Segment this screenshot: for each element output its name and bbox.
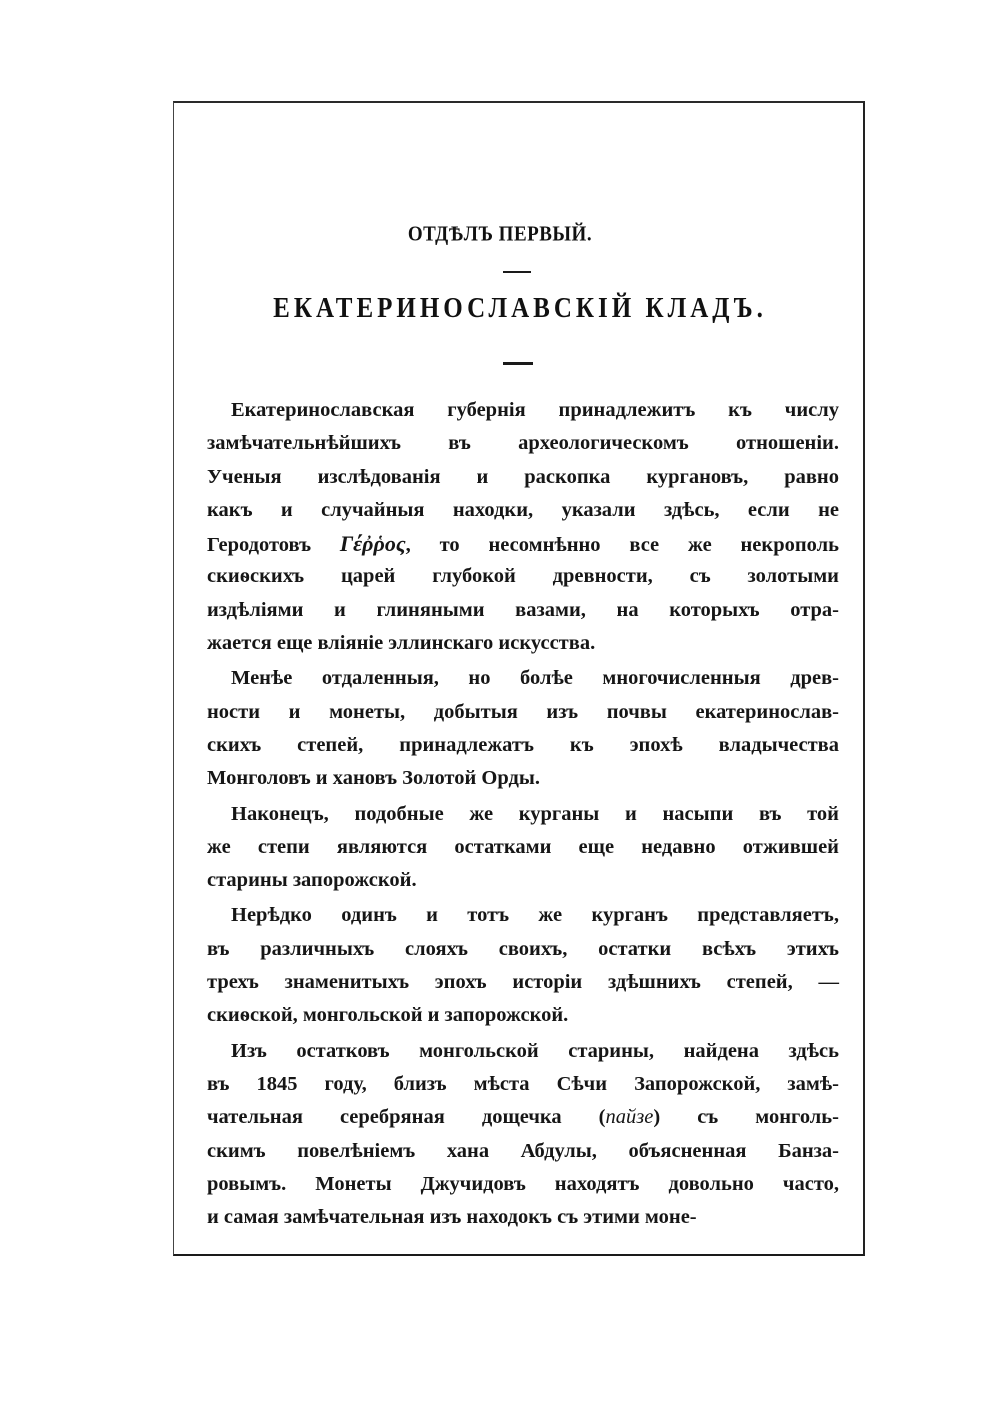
text-line: Монголовъ и хановъ Золотой Орды. [207,767,540,790]
text-line: Изъ остатковъ монгольской старины, найдена здѣсь [231,1039,839,1062]
text-line: ровымъ. Монеты Джучидовъ находятъ довольно часто, [207,1172,839,1195]
text-line: замѣчательнѣйшихъ въ археологическомъ отношеніи. [207,432,839,455]
text-line: въ 1845 году, близъ мѣста Сѣчи Запорожской, замѣ- [207,1072,839,1095]
body-text [207,394,839,1234]
text-line: скихъ степей, принадлежатъ къ эпохѣ владычества [207,733,839,756]
text-line: жается еще вліяніе эллинскаго искусства. [207,632,596,655]
title-divider-top [503,271,531,273]
text-line: чательная серебряная дощечка (пайзе) съ монголь- [207,1106,839,1129]
paragraph [207,899,839,1032]
text-line: какъ и случайныя находки, указали здѣсь, если не [207,498,839,521]
chapter-title: ЕКАТЕРИНОСЛАВСКІЙ КЛАДЪ. [273,292,767,324]
text-line: издѣліями и глиняными вазами, на которыхъ отра- [207,598,839,621]
section-label: ОТДѢЛЪ ПЕРВЫЙ. [407,222,593,247]
text-line: Наконецъ, подобные же курганы и насыпи въ той [231,802,839,825]
text-line: же степи являются остатками еще недавно отжившей [207,835,839,858]
title-divider-bottom [503,362,533,365]
text-line: Геродотовъ Γέῤῥος, то несомнѣнно все же некрополь [207,531,839,557]
text-line: старины запорожской. [207,869,417,892]
italic-term: пайзе [605,1106,654,1129]
paragraph [207,1035,839,1235]
text-line: и самая замѣчательная изъ находокъ съ этими моне- [207,1206,697,1229]
text-line: Менѣе отдаленныя, но болѣе многочисленныя древ- [231,667,839,690]
text-line: ности и монеты, добытыя изъ почвы екатеринослав- [207,700,839,723]
paragraph [207,394,839,660]
text-line: скиѳскихъ царей глубокой древности, съ золотыми [207,565,839,588]
text-line: скимъ повелѣніемъ хана Абдулы, объясненная Банза- [207,1139,839,1162]
text-line: въ различныхъ слояхъ своихъ, остатки всѣхъ этихъ [207,937,839,960]
text-line: Ученыя изслѣдованія и раскопка кургановъ, равно [207,465,839,488]
text-line: скиѳской, монгольской и запорожской. [207,1004,569,1027]
text-line: трехъ знаменитыхъ эпохъ исторіи здѣшнихъ степей, — [207,971,839,994]
greek-term: Γέῤῥος [339,531,406,557]
paragraph [207,662,839,795]
paragraph [207,798,839,898]
text-line: Екатеринославская губернія принадлежитъ къ числу [231,399,839,421]
text-line: Нерѣдко одинъ и тотъ же курганъ представляетъ, [231,904,839,927]
